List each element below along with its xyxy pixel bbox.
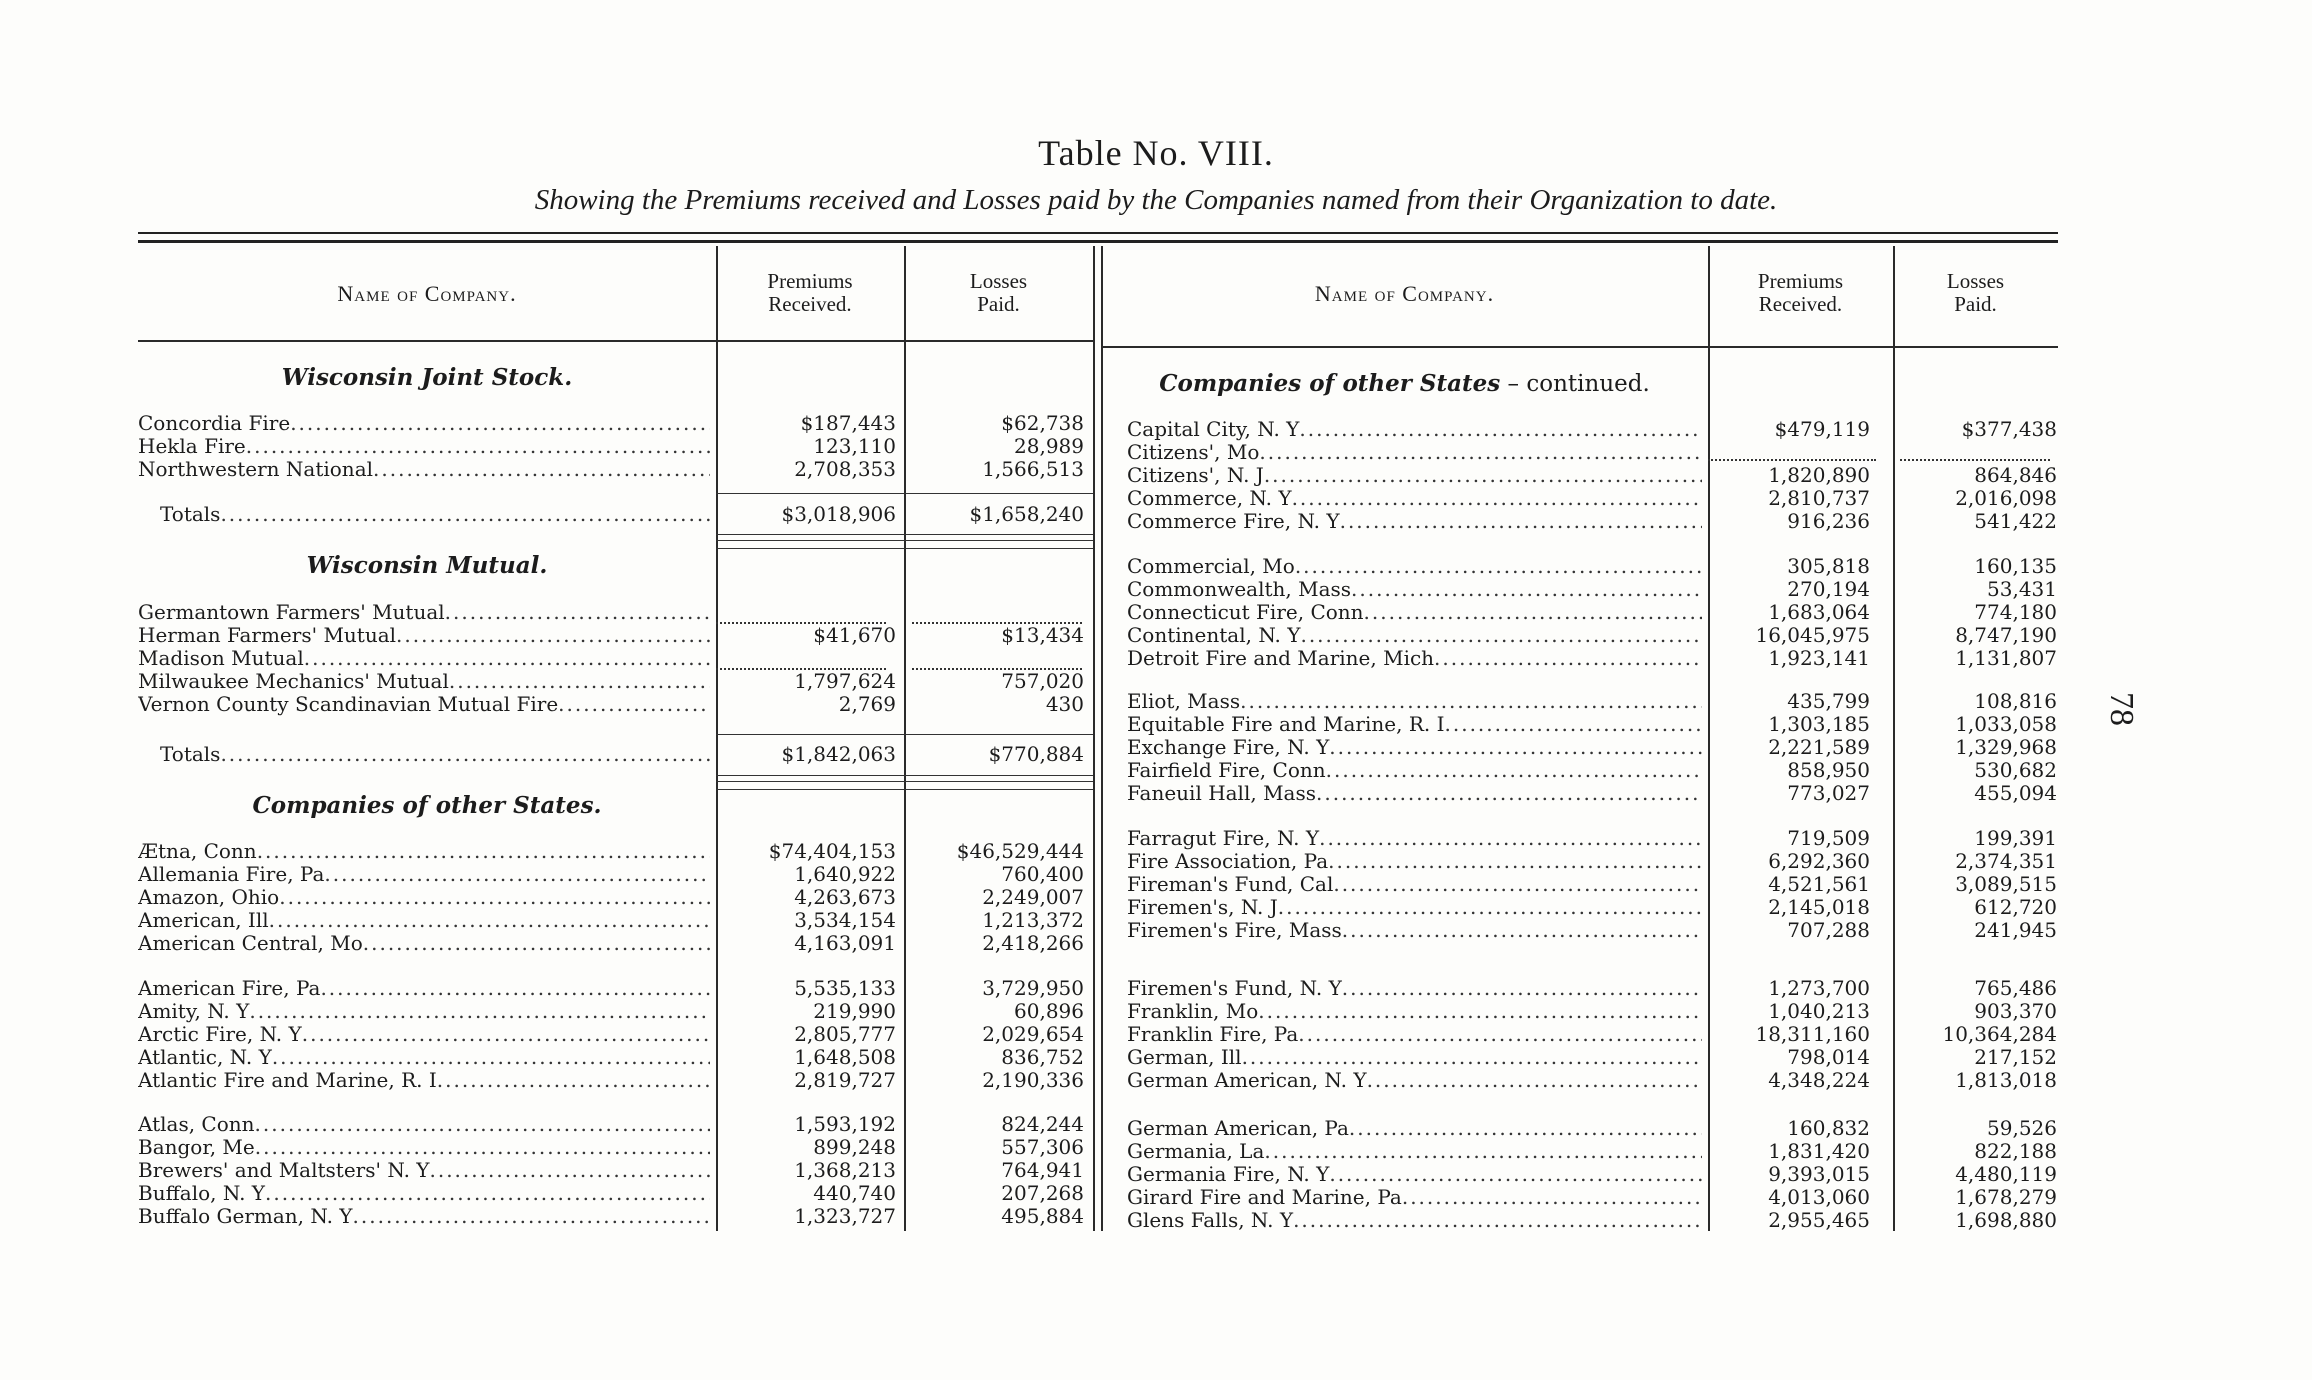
table-row [0,647,2312,670]
losses-value: 1,566,513 [982,457,1084,481]
dot-leader [1402,1186,1702,1209]
table-row [0,1023,2312,1046]
header-name-left: Name of Company. [337,280,517,306]
table-row [0,919,2312,942]
section-right-suffix: – continued. [1500,371,1650,397]
losses-value: 1,329,968 [1955,735,2057,759]
company-name-cell [1127,578,1702,601]
totals-premiums: $3,018,906 [781,502,896,526]
company-name: Firemen's Fund, N. Y [1127,977,1342,1000]
company-name: Buffalo, N. Y [138,1182,266,1205]
premiums-value: 1,593,192 [794,1112,896,1136]
table-row [0,896,2312,919]
losses-value: 765,486 [1974,976,2057,1000]
company-name-cell [1127,647,1702,670]
company-name-cell [1127,555,1702,578]
dot-leader [1316,782,1702,805]
company-name: Madison Mutual [138,647,304,670]
dot-leader [1259,441,1702,464]
premiums-value: $187,443 [800,411,896,435]
premiums-value: 16,045,975 [1755,623,1870,647]
premiums-value: 719,509 [1787,826,1870,850]
dot-leader [1333,873,1702,896]
dot-leader [1293,1209,1702,1232]
company-name: Hekla Fire [138,435,246,458]
losses-value: 903,370 [1974,999,2057,1023]
losses-value: 8,747,190 [1955,623,2057,647]
table-row [0,1000,2312,1023]
company-name: German American, Pa [1127,1117,1349,1140]
company-name: American Fire, Pa [138,977,321,1000]
company-name: German, Ill [1127,1046,1242,1069]
company-name: Allemania Fire, Pa [138,863,325,886]
dot-leader [1292,487,1702,510]
dot-leader [1445,713,1703,736]
losses-value: 3,729,950 [982,976,1084,1000]
company-name: Faneuil Hall, Mass [1127,782,1316,805]
totals-rule-bottom [716,534,1093,535]
table-row [0,977,2312,1000]
table-row [0,1117,2312,1140]
company-name-cell [1127,1069,1702,1092]
header-losses-left-l2: Paid. [977,292,1020,316]
losses-value: 760,400 [1001,862,1084,886]
company-name: Concordia Fire [138,412,291,435]
company-name-cell [1127,873,1702,896]
company-name: Citizens', Mo [1127,441,1260,464]
losses-value: 1,213,372 [982,908,1084,932]
table-row [0,1069,2312,1092]
table-row [0,624,2312,647]
dot-leader [1434,647,1702,670]
company-name-cell [1127,850,1702,873]
company-name: Equitable Fire and Marine, R. I [1127,713,1445,736]
losses-value: 2,016,098 [1955,486,2057,510]
section-wisconsin-mutual: Wisconsin Mutual. [306,552,548,579]
page-title: Table No. VIII. [1038,133,1274,173]
company-name-cell [1127,487,1702,510]
premiums-value: 916,236 [1787,509,1870,533]
losses-value: 108,816 [1974,689,2057,713]
table-row [0,1163,2312,1186]
header-premiums-right [1708,246,1893,340]
premiums-value: 435,799 [1787,689,1870,713]
losses-value: 2,374,351 [1955,849,2057,873]
premiums-value: 1,923,141 [1768,646,1870,670]
company-name-cell [1127,624,1702,647]
premiums-value: 1,273,700 [1768,976,1870,1000]
table-row [0,1046,2312,1069]
losses-value: 612,720 [1974,895,2057,919]
losses-value: 530,682 [1974,758,2057,782]
losses-value: 2,190,336 [982,1068,1084,1092]
company-name: Glens Falls, N. Y [1127,1209,1294,1232]
company-name-cell [1127,690,1702,713]
table-row [0,418,2312,441]
company-name-cell [1127,1163,1702,1186]
dot-leader [1329,736,1702,759]
company-name: Firemen's, N. J [1127,896,1278,919]
premiums-value: 160,832 [1787,1116,1870,1140]
totals-premiums: $1,842,063 [781,742,896,766]
dot-leader [1328,850,1702,873]
premiums-value: 4,348,224 [1768,1068,1870,1092]
dot-leader [1264,464,1702,487]
header-premiums-left-l1: Premiums [767,269,853,293]
table-row [0,690,2312,713]
dot-leader [1240,690,1702,713]
premiums-value: 4,163,091 [794,931,896,955]
losses-value: 207,268 [1001,1181,1084,1205]
premiums-value: 1,368,213 [794,1158,896,1182]
dot-leader [1329,1163,1702,1186]
table-row [0,1209,2312,1232]
premiums-value: $41,670 [813,623,896,647]
premiums-value: 1,648,508 [794,1045,896,1069]
section-companies-other-states-continued [1101,370,1708,397]
premiums-value: 2,145,018 [1768,895,1870,919]
page-number: 78 [2103,692,2140,726]
table-row [0,827,2312,850]
header-premiums-left-l2: Received. [768,292,852,316]
company-name: Franklin Fire, Pa [1127,1023,1299,1046]
header-underline-left [138,340,1093,342]
section-companies-other-states: Companies of other States. [252,792,602,819]
company-name: Vernon County Scandinavian Mutual Fire [138,693,559,716]
dot-leader [1264,1140,1702,1163]
company-name: Detroit Fire and Marine, Mich [1127,647,1435,670]
losses-value: 495,884 [1001,1204,1084,1228]
company-name-cell [1127,510,1702,533]
company-name-cell [1127,464,1702,487]
premiums-value: 18,311,160 [1755,1022,1870,1046]
company-name-cell [1127,896,1702,919]
losses-value: 28,989 [1014,434,1084,458]
losses-value: 764,941 [1001,1158,1084,1182]
premiums-value: 2,769 [838,692,896,716]
dot-leader [1242,1046,1702,1069]
premiums-value: 2,221,589 [1768,735,1870,759]
losses-value: 10,364,284 [1942,1022,2057,1046]
company-name: Ætna, Conn [138,840,257,863]
losses-value: 217,152 [1974,1045,2057,1069]
company-name-cell [1127,1023,1702,1046]
losses-value: 1,033,058 [1955,712,2057,736]
table-row [0,487,2312,510]
company-name: Northwestern National [138,458,374,481]
table-row [0,1186,2312,1209]
losses-value: 160,135 [1974,554,2057,578]
company-name: Fairfield Fire, Conn [1127,759,1326,782]
company-name: Eliot, Mass [1127,690,1241,713]
company-name: Commercial, Mo [1127,555,1295,578]
company-name-cell [1127,1117,1702,1140]
premiums-value: 2,810,737 [1768,486,1870,510]
premiums-value: 9,393,015 [1768,1162,1870,1186]
company-name: Fireman's Fund, Cal [1127,873,1334,896]
header-losses-right-l1: Losses [1946,269,2005,293]
dot-leader [1298,1023,1702,1046]
company-name: Atlas, Conn [138,1113,255,1136]
company-name: Franklin, Mo [1127,1000,1259,1023]
dot-leader [1300,624,1702,647]
dotted-rule-r1 [1708,459,1876,461]
company-name: German American, N. Y [1127,1069,1367,1092]
losses-value: 3,089,515 [1955,872,2057,896]
losses-value: 757,020 [1001,669,1084,693]
dot-leader [1340,510,1702,533]
premiums-value: 305,818 [1787,554,1870,578]
table-row [0,759,2312,782]
premiums-value: 2,819,727 [794,1068,896,1092]
company-name: Connecticut Fire, Conn [1127,601,1364,624]
company-name-cell [1127,827,1702,850]
premiums-value: 858,950 [1787,758,1870,782]
company-name-cell [1127,441,1702,464]
premiums-value: 899,248 [813,1135,896,1159]
dot-leader [1319,827,1702,850]
dot-leader [1367,1069,1702,1092]
losses-value: 541,422 [1974,509,2057,533]
premiums-value: 4,263,673 [794,885,896,909]
top-rule-1 [138,232,2058,234]
losses-value: 241,945 [1974,918,2057,942]
losses-value: $13,434 [1001,623,1084,647]
company-name-cell [1127,919,1702,942]
section-rule [716,548,1093,549]
dot-leader [1349,1117,1702,1140]
dot-leader [1326,759,1702,782]
company-name: Commonwealth, Mass [1127,578,1352,601]
table-row [0,782,2312,805]
header-premiums-right-l2: Received. [1758,292,1843,316]
premiums-value: 2,955,465 [1768,1208,1870,1232]
company-name: Brewers' and Maltsters' N. Y [138,1159,430,1182]
premiums-value: $479,119 [1774,417,1870,441]
premiums-value: 5,535,133 [794,976,896,1000]
section-right-title: Companies of other States [1159,370,1501,397]
company-name: Arctic Fire, N. Y [138,1023,302,1046]
company-name: Germania, La [1127,1140,1265,1163]
losses-value: 199,391 [1974,826,2057,850]
premiums-value: 1,831,420 [1768,1139,1870,1163]
dot-leader [1342,977,1702,1000]
header-losses-left [904,246,1093,340]
company-name: Girard Fire and Marine, Pa [1127,1186,1402,1209]
dotted-rule-r2 [1900,459,2050,461]
losses-value: 822,188 [1974,1139,2057,1163]
premiums-value: 123,110 [813,434,896,458]
dot-leader [1278,896,1702,919]
premiums-value: 6,292,360 [1768,849,1870,873]
premiums-value: 798,014 [1787,1045,1870,1069]
losses-value: 53,431 [1987,577,2057,601]
premiums-value: 4,521,561 [1768,872,1870,896]
totals-label: Totals [160,503,221,526]
company-name: Capital City, N. Y [1127,418,1300,441]
company-name-cell [1127,1046,1702,1069]
company-name-cell [1127,713,1702,736]
company-name-cell [1127,1209,1702,1232]
table-row [0,578,2312,601]
company-name: Fire Association, Pa [1127,850,1329,873]
table-row [0,850,2312,873]
premiums-value: 773,027 [1787,781,1870,805]
premiums-value: 4,013,060 [1768,1185,1870,1209]
company-name-cell [1127,977,1702,1000]
company-name-cell [1127,759,1702,782]
losses-value: 2,418,266 [982,931,1084,955]
company-name-cell [1127,782,1702,805]
losses-value: 2,029,654 [982,1022,1084,1046]
losses-value: 1,698,880 [1955,1208,2057,1232]
header-premiums-right-l1: Premiums [1757,269,1844,293]
table-row [0,736,2312,759]
header-underline-right [1101,346,2058,348]
totals-losses: $1,658,240 [969,502,1084,526]
table-row [0,1140,2312,1163]
company-name-cell [1127,1140,1702,1163]
premiums-value: 2,805,777 [794,1022,896,1046]
losses-value: 2,249,007 [982,885,1084,909]
table-subtitle: Showing the Premiums received and Losses paid by the Companies named from their Organization to date. [534,184,1778,216]
losses-value: $62,738 [1001,411,1084,435]
company-name: Commerce, N. Y [1127,487,1292,510]
losses-value: $46,529,444 [956,839,1084,863]
premiums-value: 1,303,185 [1768,712,1870,736]
premiums-value: 707,288 [1787,918,1870,942]
company-name: American, Ill [138,909,269,932]
losses-value: 836,752 [1001,1045,1084,1069]
company-name-cell [1127,1186,1702,1209]
premiums-value: 1,640,922 [794,862,896,886]
losses-value: 1,131,807 [1955,646,2057,670]
losses-value: 455,094 [1974,781,2057,805]
company-name: Farragut Fire, N. Y [1127,827,1320,850]
company-name: Atlantic, N. Y [138,1046,272,1069]
header-losses-right [1893,246,2058,340]
table-row [0,713,2312,736]
table-row [0,873,2312,896]
losses-value: 557,306 [1001,1135,1084,1159]
company-name: Commerce Fire, N. Y [1127,510,1340,533]
premiums-value: 219,990 [813,999,896,1023]
company-name: Firemen's Fire, Mass [1127,919,1342,942]
company-name: Atlantic Fire and Marine, R. I [138,1069,437,1092]
company-name: Amazon, Ohio [138,886,280,909]
table-row [0,555,2312,578]
losses-value: 1,678,279 [1955,1185,2057,1209]
company-name-cell [1127,601,1702,624]
company-name: American Central, Mo [138,932,363,955]
premiums-value: $74,404,153 [768,839,896,863]
premiums-value: 3,534,154 [794,908,896,932]
header-losses-right-l2: Paid. [1954,292,1997,316]
losses-value: 774,180 [1974,600,2057,624]
losses-value: $377,438 [1961,417,2057,441]
losses-value: 430 [1045,692,1084,716]
losses-value: 864,846 [1974,463,2057,487]
dot-leader [1295,555,1702,578]
header-name-right: Name of Company. [1314,280,1495,306]
table-row [0,464,2312,487]
dot-leader [1258,1000,1702,1023]
table-row [0,510,2312,533]
header-premiums-left [716,246,904,340]
losses-value: 4,480,119 [1955,1162,2057,1186]
losses-value: 60,896 [1014,999,1084,1023]
premiums-value: 440,740 [813,1181,896,1205]
premiums-value: 270,194 [1787,577,1870,601]
losses-value: 824,244 [1001,1112,1084,1136]
dot-leader [1299,418,1702,441]
dot-leader [1351,578,1702,601]
table-row [0,601,2312,624]
premiums-value: 2,708,353 [794,457,896,481]
company-name: Herman Farmers' Mutual [138,624,397,647]
totals-label: Totals [160,743,221,766]
company-name: Continental, N. Y [1127,624,1301,647]
company-name: Buffalo German, N. Y [138,1205,353,1228]
totals-rule-bottom-2 [716,540,1093,541]
company-name: Bangor, Me [138,1136,255,1159]
premiums-value: 1,040,213 [1768,999,1870,1023]
company-name: Exchange Fire, N. Y [1127,736,1330,759]
top-rule-2 [138,240,2058,243]
company-name-cell [1127,736,1702,759]
company-name: Citizens', N. J [1127,464,1264,487]
company-name-cell [1127,418,1702,441]
premiums-value: 1,683,064 [1768,600,1870,624]
company-name: Milwaukee Mechanics' Mutual [138,670,449,693]
totals-losses: $770,884 [988,742,1084,766]
dot-leader [1342,919,1702,942]
premiums-value: 1,323,727 [794,1204,896,1228]
dot-leader [1364,601,1702,624]
company-name-cell [1127,1000,1702,1023]
losses-value: 1,813,018 [1955,1068,2057,1092]
losses-value: 59,526 [1987,1116,2057,1140]
section-wisconsin-joint-stock: Wisconsin Joint Stock. [281,364,573,391]
company-name: Germantown Farmers' Mutual [138,601,445,624]
premiums-value: 1,797,624 [794,669,896,693]
premiums-value: 1,820,890 [1768,463,1870,487]
company-name: Amity, N. Y [138,1000,250,1023]
company-name: Germania Fire, N. Y [1127,1163,1330,1186]
header-losses-left-l1: Losses [969,269,1028,293]
